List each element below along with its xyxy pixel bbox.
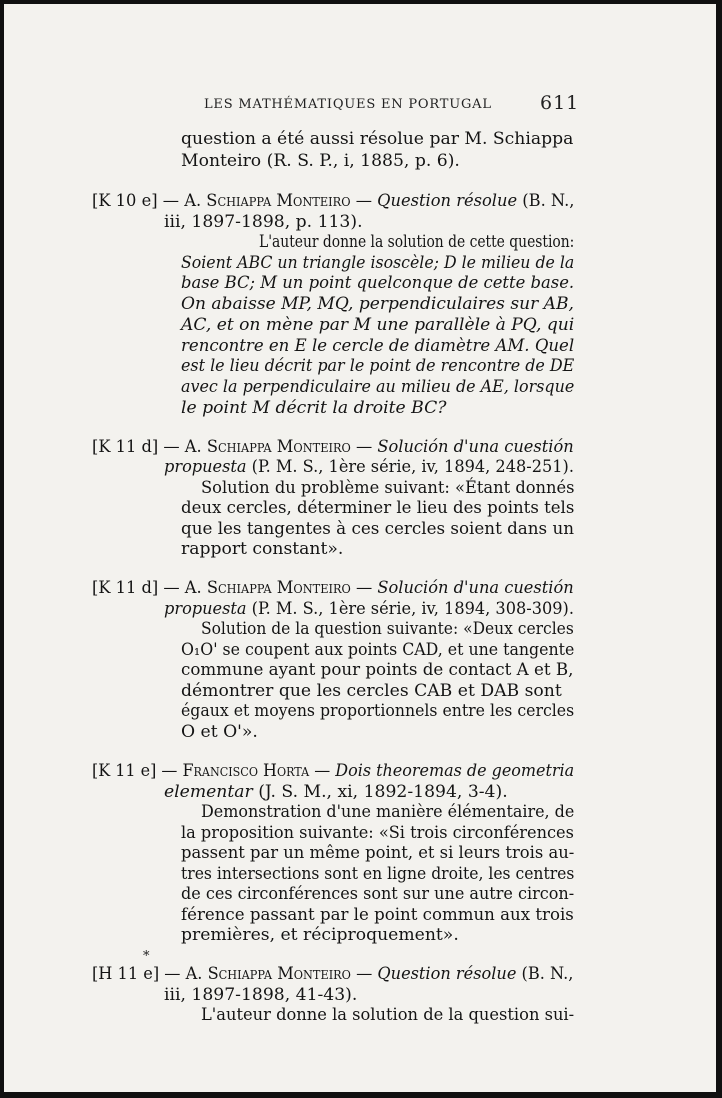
entry-class: [K 11 d] [92, 437, 159, 457]
entry-body-line: base BC; M un point quelconque de cette base. [181, 273, 575, 293]
entry-body-line: est le lieu décrit par le point de rencontre de DE [181, 356, 575, 376]
entry-body-line: Demonstration d'une manière élémentaire, de [201, 802, 575, 822]
running-title: LES MATHÉMATIQUES EN PORTUGAL [204, 97, 492, 112]
entry-class: [K 10 e] [92, 191, 158, 211]
entry-body-line: férence passant par le point commun aux trois [181, 905, 574, 925]
entry-ref: (B. N., [521, 964, 574, 984]
entry-body-line: démontrer que les cercles CAB et DAB sont [181, 681, 562, 701]
entry-class: [K 11 d] [92, 578, 159, 598]
entry-class: [H 11 e] [92, 964, 160, 984]
entry-title: Dois theoremas de geometria [335, 761, 575, 781]
entry-body-line: L'auteur donne la solution de cette question: [259, 232, 575, 252]
entry-body-line: rencontre en E le cercle de diamètre AM. Quel [181, 336, 575, 356]
entry-body-line: que les tangentes à ces cercles soient dans un [181, 519, 574, 539]
entry-title: Solución d'una cuestión [377, 578, 574, 598]
entry-heading: [K 11 d] — A. Schiappa Monteiro — Solución d'una cuestión [92, 437, 574, 457]
entry-author: A. Schiappa Monteiro [185, 964, 351, 984]
entry-ref-line: propuesta (P. M. S., 1ère série, iv, 1894, 248-251). [164, 457, 575, 477]
entry-body-line: Solution du problème suivant: «Étant donnés [201, 478, 575, 498]
document-page [4, 4, 716, 1092]
entry-class: [K 11 e] [92, 761, 157, 781]
entry-body-line: Solution de la question suivante: «Deux cercles [201, 619, 574, 639]
entry-body-line: égaux et moyens proportionnels entre les cercles [181, 701, 575, 721]
entry-body-line: passent par un même point, et si leurs trois au- [181, 843, 575, 863]
entry-body-line: L'auteur donne la solution de la question sui- [201, 1005, 575, 1025]
entry-body-line: le point M décrit la droite BC? [181, 398, 447, 418]
entry-body-line: rapport constant». [181, 539, 344, 559]
entry-ref-cont: iii, 1897-1898, 41-43). [164, 985, 358, 1005]
entry-body-line: Soient ABC un triangle isoscèle; D le milieu de la [181, 253, 575, 273]
entry-title: Question résolue [377, 964, 517, 984]
intro-line-2: Monteiro (R. S. P., i, 1885, p. 6). [181, 151, 460, 171]
entry-body-line: avec la perpendiculaire au milieu de AE, lorsque [181, 377, 575, 397]
entry-ref-cont: iii, 1897-1898, p. 113). [164, 212, 363, 232]
entry-body-line: On abaisse MP, MQ, perpendiculaires sur AB, [181, 294, 574, 314]
entry-ref: (B. N., [522, 191, 575, 211]
entry-body-line: premières, et réciproquement». [181, 925, 459, 945]
entry-heading: [K 10 e] — A. Schiappa Monteiro — Question résolue (B. N., [92, 191, 575, 211]
entry-title: Solución d'una cuestión [377, 437, 574, 457]
entry-title: Question résolue [377, 191, 518, 211]
entry-body-line: AC, et on mène par M une parallèle à PQ, qui [181, 315, 575, 335]
entry-author: A. Schiappa Monteiro [184, 191, 351, 211]
entry-ref-line: propuesta (P. M. S., 1ère série, iv, 1894, 308-309). [164, 599, 575, 619]
entry-heading: [H 11 e] — A. Schiappa Monteiro — Question résolue (B. N., [92, 964, 574, 984]
entry-author: Francisco Horta [182, 761, 310, 781]
entry-body-line: de ces circonférences sont sur une autre circon- [181, 884, 575, 904]
entry-body-line: O et O'». [181, 722, 258, 742]
entry-author: A. Schiappa Monteiro [184, 578, 351, 598]
entry-body-line: la proposition suivante: «Si trois circonférences [181, 823, 574, 843]
intro-line-1: question a été aussi résolue par M. Schiappa [181, 129, 574, 149]
entry-body-line: deux cercles, déterminer le lieu des points tels [181, 498, 575, 518]
entry-body-line: tres intersections sont en ligne droite, les centres [181, 864, 575, 884]
entry-author: A. Schiappa Monteiro [184, 437, 351, 457]
entry-heading: [K 11 e] — Francisco Horta — Dois theoremas de geometria [92, 761, 575, 781]
entry-ref-line: elementar (J. S. M., xi, 1892-1894, 3-4). [164, 782, 508, 802]
footer-mark: * [143, 949, 150, 964]
page-number: 611 [540, 92, 580, 114]
entry-body-line: commune ayant pour points de contact A et B, [181, 660, 574, 680]
entry-heading: [K 11 d] — A. Schiappa Monteiro — Solución d'una cuestión [92, 578, 574, 598]
entry-body-line: O₁O' se coupent aux points CAD, et une tangente [181, 640, 575, 660]
